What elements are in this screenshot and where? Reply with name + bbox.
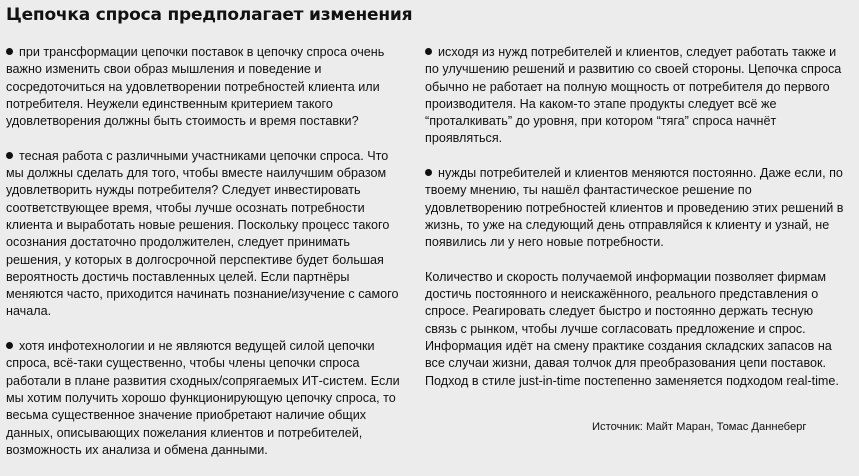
paragraph — [6, 338, 404, 459]
paragraph-text: Количество и скорость получаемой информации позволяет фирмам достичь постоянного и неискажённого, реального представления о спросе. Реагировать следует быстро и постоянно держать тесную связь с рынком, чтобы лучше согласовать предложение и спрос. Информация идёт на смену практике создания складских запасов на все случаи жизни, давая толчок для преобразования цепи поставок. Подход в стиле just-in-time постепенно заменяется подходом real-time. — [425, 269, 839, 388]
left-column — [6, 44, 404, 476]
paragraph-text: хотя инфотехнологии и не являются ведущей силой цепочки спроса, всё-таки существенно, чтобы члены цепочки спроса работали в плане развития сходных/сопрягаемых ИТ-систем. Если мы хотим получить хорошо функционирующую цепочку спроса, то весьма существенное значение приобретают наличие общих данных, описывающих пожелания клиентов и потребителей, возможность их анализа и обмена данными. — [6, 339, 400, 457]
source-credit: Источник: Майт Маран, Томас Даннеберг — [592, 421, 807, 433]
paragraph — [6, 148, 404, 321]
paragraph-text: нужды потребителей и клиентов меняются постоянно. Даже если, по твоему мнению, ты нашёл фантастическое решение по удовлетворению потребностей клиентов и проведению этих решений в жизнь, то уже на следующий день отправляйся к клиенту и узнай, не появились ли у него новые потребности. — [425, 166, 844, 250]
bullet-icon — [425, 169, 432, 176]
paragraph — [425, 44, 845, 148]
paragraph-text: тесная работа с различными участниками цепочки спроса. Что мы должны сделать для того, чтобы вместе наилучшим образом удовлетворить нужды потребителя? Следует инвестировать соответствующее время, чтобы лучше осознать потребности клиента и выработать новые решения. Поскольку процесс такого осознания достаточно продолжителен, следует принимать решения, у которых в долгосрочной перспективе будет большая вероятность достичь поставленных целей. Если партнёры меняются часто, приходится начинать познание/изучение с самого начала. — [6, 148, 399, 319]
bullet-icon — [6, 48, 13, 55]
paragraph-text: исходя из нужд потребителей и клиентов, следует работать также и по улучшению решений и развитию со своей стороны. Цепочка спроса обычно не работает на полную мощность от потребителя до первого производителя. На каком-то этапе продукты следует всё же “проталкивать” до уровня, при котором “тяга” спроса начнёт проявляться. — [425, 45, 842, 146]
bullet-icon — [425, 48, 432, 55]
paragraph-text: при трансформации цепочки поставок в цепочку спроса очень важно изменить свои образ мышления и поведение и сосредоточиться на удовлетворении потребностей клиента или потребителя. Неужели единственным критерием такого удовлетворения должны быть стоимость и время поставки? — [6, 45, 385, 129]
right-column — [425, 44, 845, 407]
paragraph — [425, 269, 845, 390]
bullet-icon — [6, 342, 13, 349]
bullet-icon — [6, 152, 13, 159]
article-title: Цепочка спроса предполагает изменения — [6, 5, 413, 25]
paragraph — [6, 44, 404, 130]
paragraph — [425, 165, 845, 251]
